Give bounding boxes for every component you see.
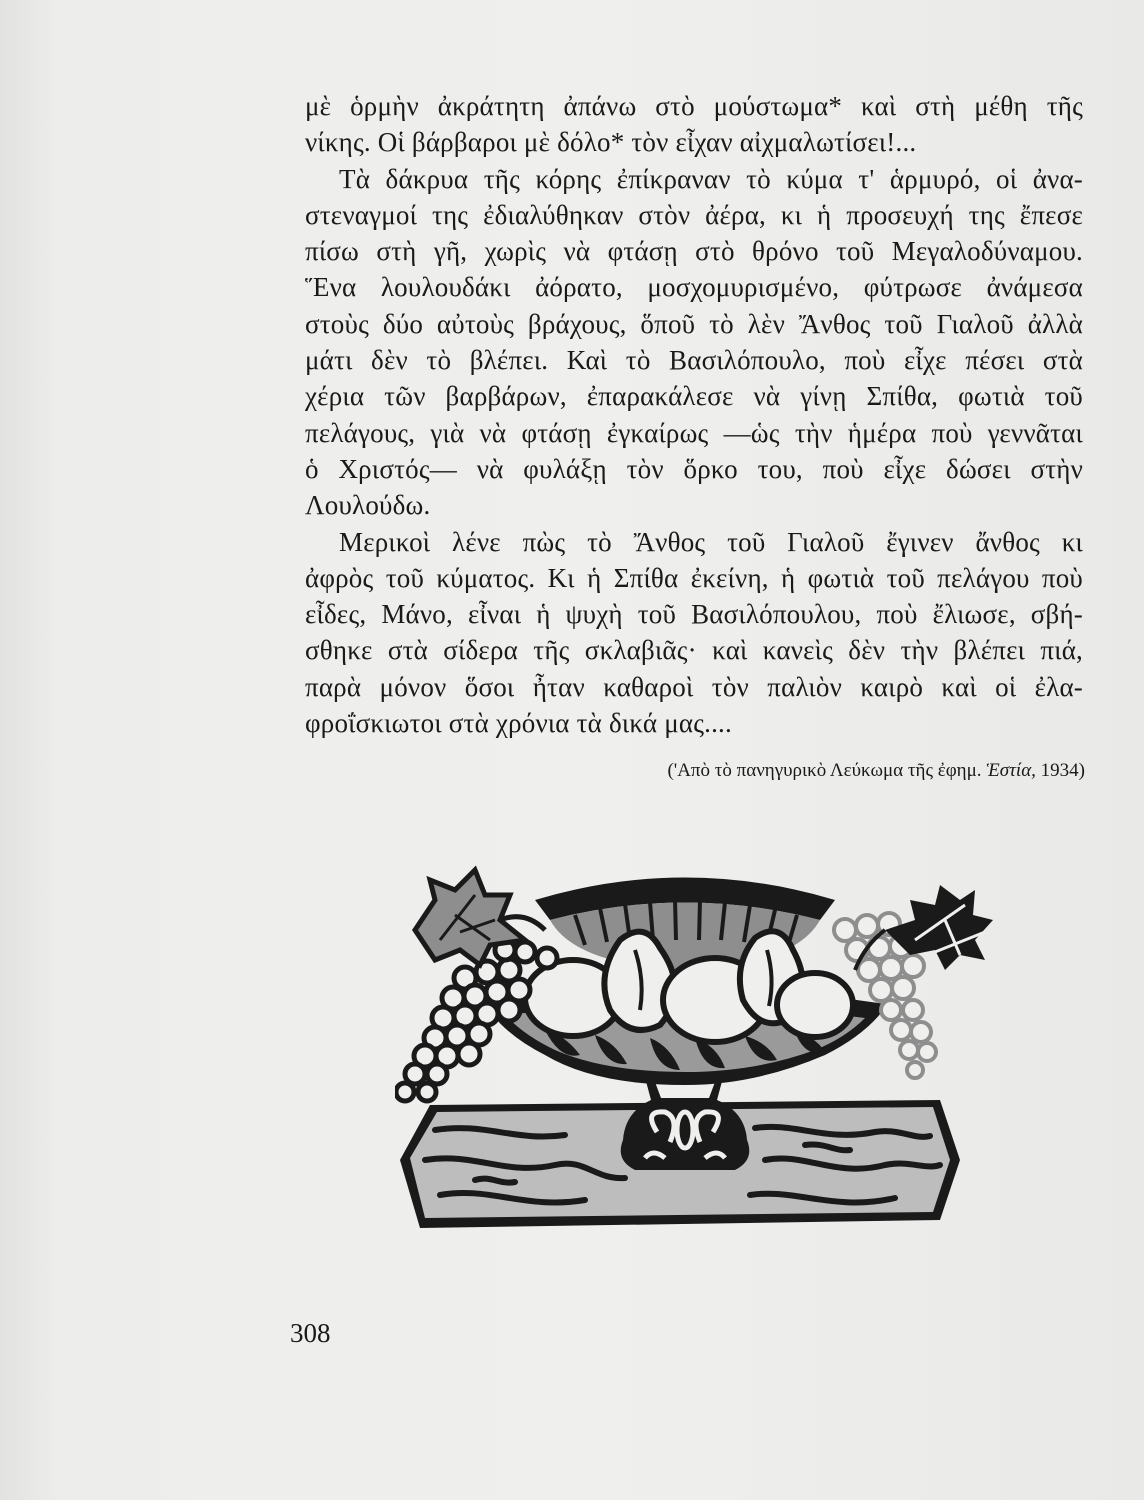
text-line: ἀφρὸς τοῦ κύματος. Κι ἡ Σπίθα ἐκείνη, ἡ φωτιὰ τοῦ πελάγου ποὺ: [305, 562, 1083, 593]
text-line: πελάγους, γιὰ νὰ φτάσῃ ἐγκαίρως —ὡς τὴν ἡμέρα ποὺ γεννᾶται: [305, 417, 1083, 448]
text-line: στοὺς δύο αὐτοὺς βράχους, ὅποῦ τὸ λὲν Ἄνθος τοῦ Γιαλοῦ ἀλλὰ: [305, 308, 1083, 339]
page-number: 308: [290, 1318, 331, 1348]
source-citation: [540, 760, 1085, 782]
text-line: φροΐσκιωτοι στὰ χρόνια τὰ δικά μας....: [305, 708, 732, 739]
text-line: μὲ ὁρμὴν ἀκράτητη ἀπάνω στὸ μούστωμα* καὶ στὴ μέθη τῆς: [305, 91, 1083, 121]
body-text: [305, 88, 1083, 741]
text-line: παρὰ μόνον ὅσοι ἦταν καθαροὶ τὸν παλιὸν καιρὸ καὶ οἱ ἐλα-: [305, 671, 1083, 702]
text-line: πίσω στὴ γῆ, χωρὶς νὰ φτάσῃ στὸ θρόνο τοῦ Μεγαλοδύναμου.: [305, 236, 1083, 267]
text-line: χέρια τῶν βαρβάρων, ἐπαρακάλεσε νὰ γίνῃ Σπίθα, φωτιὰ τοῦ: [305, 381, 1083, 412]
text-line: Λουλούδω.: [305, 490, 431, 521]
text-line: σθηκε στὰ σίδερα τῆς σκλαβιᾶς· καὶ κανεὶς δὲν τὴν βλέπει πιά,: [305, 635, 1083, 666]
text-line: ὁ Χριστός— νὰ φυλάξῃ τὸν ὅρκο του, ποὺ εἶχε δώσει στὴν: [305, 453, 1083, 484]
text-line: νίκης. Οἱ βάρβαροι μὲ δόλο* τὸν εἶχαν αἰχμαλωτίσει!...: [305, 127, 917, 158]
fruit-bowl-illustration: [395, 860, 1115, 1260]
source-magazine: Ἑστία,: [986, 760, 1036, 781]
text-line: Ἕνα λουλουδάκι ἀόρατο, μοσχομυρισμένο, φύτρωσε ἀνάμεσα: [305, 272, 1083, 303]
source-suffix: 1934): [1035, 760, 1085, 781]
text-line: μάτι δὲν τὸ βλέπει. Καὶ τὸ Βασιλόπουλο, ποὺ εἶχε πέσει στὰ: [305, 345, 1083, 376]
source-prefix: ('Απὸ τὸ πανηγυρικὸ Λεύκωμα τῆς ἐφημ.: [667, 760, 987, 781]
text-line: Τὰ δάκρυα τῆς κόρης ἐπίκραναν τὸ κύμα τ' ἁρμυρό, οἱ ἀνα-: [339, 163, 1083, 194]
text-line: στεναγμοί της ἐδιαλύθηκαν στὸν ἀέρα, κι ἡ προσευχή της ἔπεσε: [305, 199, 1083, 230]
text-line: εἶδες, Μάνο, εἶναι ἡ ψυχὴ τοῦ Βασιλόπουλου, ποὺ ἔλιωσε, σβή-: [305, 599, 1083, 630]
text-line: Μερικοὶ λένε πὼς τὸ Ἄνθος τοῦ Γιαλοῦ ἔγινεν ἄνθος κι: [339, 526, 1083, 557]
